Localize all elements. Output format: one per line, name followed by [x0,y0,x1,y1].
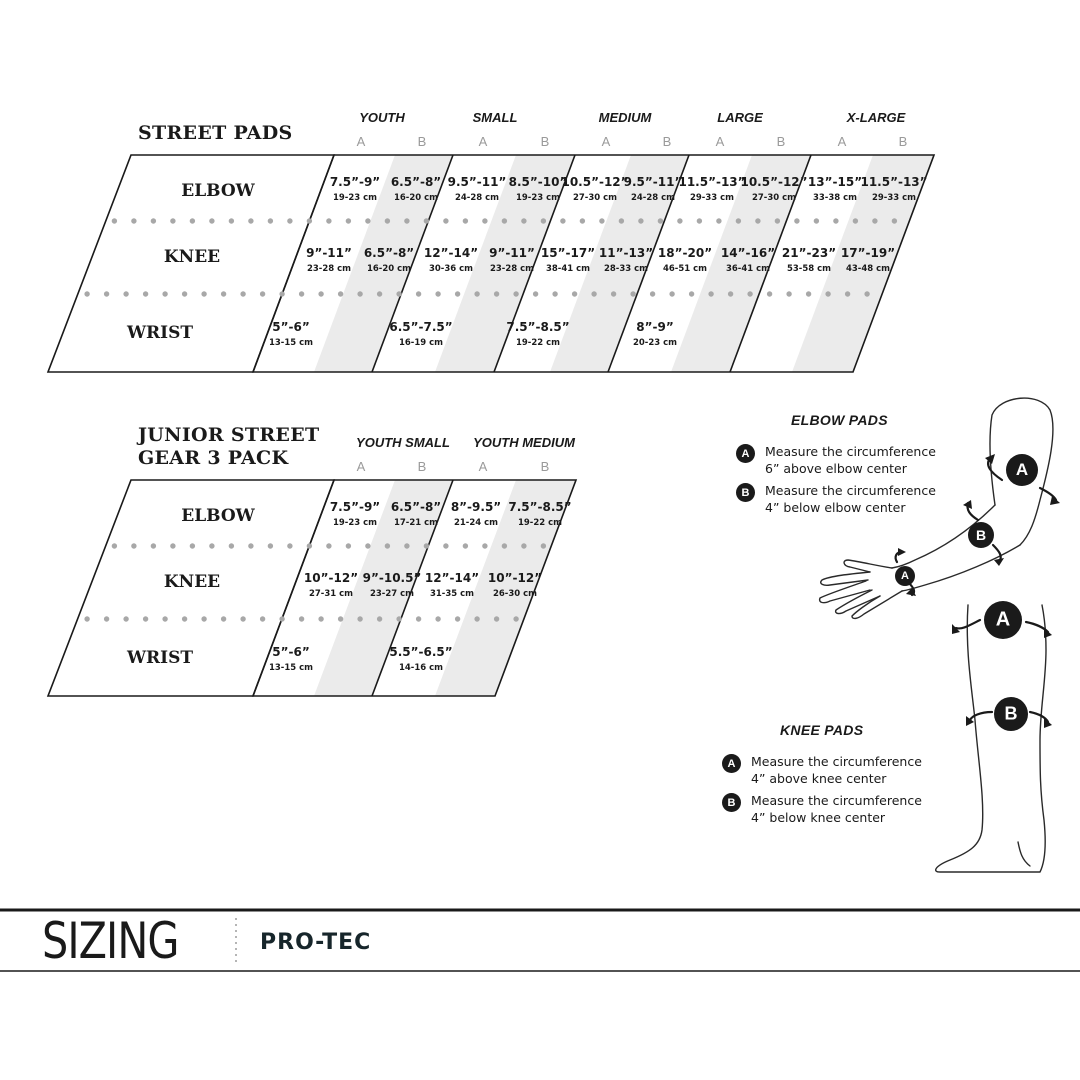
divider-dot [786,291,791,296]
divider-dot [357,291,362,296]
divider-dot [365,543,370,548]
junior-row-label-elbow: ELBOW [181,506,255,526]
divider-dot [404,218,409,223]
divider-dot [162,616,167,621]
divider-dot [307,543,312,548]
divider-dot [84,616,89,621]
divider-dot [767,291,772,296]
divider-dot [482,218,487,223]
divider-dot [424,543,429,548]
divider-dot [318,616,323,621]
divider-dot [560,218,565,223]
junior-cell-wrist-ym: 5.5”-6.5” 14-16 cm [389,645,453,673]
cell-knee-youth-b: 6.5”-8” 16-20 cm [363,246,415,274]
divider-dot [814,218,819,223]
divider-dot [123,291,128,296]
leg-badge-a: A [995,608,1011,631]
junior-cell-knee-ym-b: 10”-12” 26-30 cm [487,571,543,599]
divider-dot [182,291,187,296]
divider-dot [455,291,460,296]
divider-dot [229,543,234,548]
divider-dot [736,218,741,223]
divider-dot [872,218,877,223]
divider-dot [279,291,284,296]
divider-dot [794,218,799,223]
divider-dot [677,218,682,223]
cell-knee-small-a: 12”-14” 30-36 cm [423,246,479,274]
divider-dot [728,291,733,296]
divider-dot [170,543,175,548]
divider-dot [580,218,585,223]
knee-guide-item-a: A Measure the circumference 4” above knee center [722,753,922,787]
cell-knee-medium-a: 15”-17” 38-41 cm [540,246,596,274]
divider-dot [825,291,830,296]
footer-sizing-title: SIZING [42,912,179,970]
junior-cell-elbow-ys-b: 6.5”-8” 17-21 cm [390,500,442,528]
divider-dot [572,291,577,296]
divider-dot [104,616,109,621]
size-youth-small: YOUTH SMALL [356,435,450,450]
divider-dot [494,291,499,296]
divider-dot [260,291,265,296]
divider-dot [287,543,292,548]
divider-dot [521,543,526,548]
col-b: B [417,459,427,474]
divider-dot [131,543,136,548]
divider-dot [112,543,117,548]
divider-dot [190,543,195,548]
cell-wrist-medium: 7.5”-8.5” 19-22 cm [506,320,570,348]
cell-knee-youth-a: 9”-11” 23-28 cm [306,246,352,274]
divider-dot [845,291,850,296]
elbow-guide-item-b: B Measure the circumference 4” below elbow center [736,482,936,516]
cell-knee-small-b: 9”-11” 23-28 cm [489,246,535,274]
junior-row-label-knee: KNEE [163,572,221,592]
divider-dot [326,543,331,548]
divider-dot [377,616,382,621]
divider-dot [474,291,479,296]
divider-dot [377,291,382,296]
divider-dot [201,291,206,296]
divider-dot [533,291,538,296]
junior-cell-elbow-ym-a: 8”-9.5” 21-24 cm [450,500,502,528]
badge-a: A [736,444,755,463]
size-small: SMALL [472,110,518,125]
divider-dot [201,616,206,621]
junior-title [138,424,319,470]
divider-dot [287,218,292,223]
size-x-large: X-LARGE [846,110,906,125]
col-a: A [356,134,366,149]
col-a: A [837,134,847,149]
divider-dot [747,291,752,296]
cell-elbow-medium-a: 10.5”-12” 27-30 cm [561,175,629,203]
divider-dot [416,291,421,296]
divider-dot [775,218,780,223]
divider-dot [619,218,624,223]
divider-dot [299,291,304,296]
row-label-elbow: ELBOW [181,181,255,201]
divider-dot [357,616,362,621]
col-b: B [540,134,550,149]
divider-dot [435,616,440,621]
col-b: B [417,134,427,149]
divider-dot [143,291,148,296]
junior-cell-knee-ys-a: 10”-12” 27-31 cm [303,571,359,599]
cell-elbow-large-b: 10.5”-12” 27-30 cm [740,175,808,203]
junior-cell-elbow-ys-a: 7.5”-9” 19-23 cm [329,500,381,528]
divider-dot [123,616,128,621]
divider-dot [84,291,89,296]
divider-dot [864,291,869,296]
divider-dot [221,291,226,296]
arm-badge-b: B [975,527,987,543]
divider-dot [190,218,195,223]
divider-dot [591,291,596,296]
divider-dot [833,218,838,223]
divider-dot [338,616,343,621]
divider-dot [697,218,702,223]
cell-elbow-medium-b: 9.5”-11” 24-28 cm [623,175,683,203]
divider-dot [209,218,214,223]
divider-dot [248,218,253,223]
divider-dot [463,543,468,548]
divider-dot [338,291,343,296]
divider-dot [689,291,694,296]
divider-dot [365,218,370,223]
divider-dot [104,291,109,296]
divider-dot [521,218,526,223]
divider-dot [209,543,214,548]
divider-dot [435,291,440,296]
cell-elbow-xlarge-a: 13”-15” 33-38 cm [807,175,863,203]
knee-guide-title: KNEE PADS [780,722,864,738]
cell-elbow-small-a: 9.5”-11” 24-28 cm [447,175,507,203]
divider-dot [502,218,507,223]
divider-dot [552,291,557,296]
divider-dot [638,218,643,223]
divider-dot [716,218,721,223]
arm-badge-a-upper: A [1015,460,1029,479]
elbow-guide-item-a: A Measure the circumference 6” above elbow center [736,443,936,477]
row-label-knee: KNEE [163,247,221,267]
cell-knee-xlarge-a: 21”-23” 53-58 cm [781,246,837,274]
divider-dot [650,291,655,296]
divider-dot [143,616,148,621]
divider-dot [240,616,245,621]
col-a: A [478,459,488,474]
divider-dot [494,616,499,621]
col-a: A [601,134,611,149]
divider-dot [385,218,390,223]
divider-dot [151,218,156,223]
divider-dot [443,543,448,548]
junior-title-line1: JUNIOR STREET [138,424,320,446]
leg-badge-b: B [1004,703,1018,724]
divider-dot [229,218,234,223]
divider-dot [541,543,546,548]
size-youth-medium: YOUTH MEDIUM [473,435,575,450]
divider-dot [708,291,713,296]
size-youth: YOUTH [359,110,405,125]
badge-b: B [736,483,755,502]
divider-dot [170,218,175,223]
divider-dot [892,218,897,223]
divider-dot [658,218,663,223]
divider-dot [346,543,351,548]
divider-dot [279,616,284,621]
divider-dot [599,218,604,223]
divider-dot [513,616,518,621]
junior-cell-knee-ys-b: 9”-10.5” 23-27 cm [362,571,422,599]
divider-dot [299,616,304,621]
divider-dot [474,616,479,621]
divider-dot [221,616,226,621]
knee-guide-item-b: B Measure the circumference 4” below knee center [722,792,922,826]
cell-knee-xlarge-b: 17”-19” 43-48 cm [840,246,896,274]
divider-dot [260,616,265,621]
divider-dot [416,616,421,621]
col-a: A [715,134,725,149]
divider-dot [307,218,312,223]
cell-wrist-large: 8”-9” 20-23 cm [632,320,678,348]
badge-a: A [722,754,741,773]
divider-dot [455,616,460,621]
divider-dot [318,291,323,296]
divider-dot [755,218,760,223]
row-label-wrist: WRIST [126,323,194,343]
divider-dot [482,543,487,548]
divider-dot [396,616,401,621]
col-b: B [662,134,672,149]
cell-elbow-youth-a: 7.5”-9” 19-23 cm [329,175,381,203]
size-medium: MEDIUM [598,110,652,125]
cell-knee-large-a: 18”-20” 46-51 cm [657,246,713,274]
divider-dot [806,291,811,296]
divider-dot [162,291,167,296]
cell-knee-large-b: 14”-16” 36-41 cm [720,246,776,274]
junior-cell-wrist-ys: 5”-6” 13-15 cm [268,645,314,673]
badge-b: B [722,793,741,812]
cell-elbow-large-a: 11.5”-13” 29-33 cm [678,175,746,203]
cell-wrist-youth: 5”-6” 13-15 cm [268,320,314,348]
divider-dot [131,218,136,223]
divider-dot [404,543,409,548]
wrist-badge-a: A [901,570,909,582]
cell-elbow-youth-b: 6.5”-8” 16-20 cm [390,175,442,203]
junior-cell-elbow-ym-b: 7.5”-8.5” 19-22 cm [508,500,572,528]
divider-dot [513,291,518,296]
junior-row-label-wrist: WRIST [126,648,194,668]
leg-illustration [936,605,1046,872]
size-large: LARGE [717,110,763,125]
divider-dot [424,218,429,223]
elbow-guide-title: ELBOW PADS [791,412,888,428]
divider-dot [385,543,390,548]
divider-dot [669,291,674,296]
col-b: B [776,134,786,149]
divider-dot [326,218,331,223]
divider-dot [611,291,616,296]
junior-cell-knee-ym-a: 12”-14” 31-35 cm [424,571,480,599]
divider-dot [541,218,546,223]
divider-dot [396,291,401,296]
cell-elbow-small-b: 8.5”-10” 19-23 cm [508,175,568,203]
brand-logo: PRO-TEC [260,930,372,955]
cell-knee-medium-b: 11”-13” 28-33 cm [598,246,654,274]
divider-dot [182,616,187,621]
street-pads-title: STREET PADS [138,122,293,144]
divider-dot [151,543,156,548]
divider-dot [443,218,448,223]
col-b: B [540,459,550,474]
divider-dot [630,291,635,296]
col-a: A [478,134,488,149]
divider-dot [346,218,351,223]
divider-dot [853,218,858,223]
divider-dot [112,218,117,223]
divider-dot [502,543,507,548]
divider-dot [463,218,468,223]
divider-dot [240,291,245,296]
junior-title-line2: GEAR 3 PACK [138,447,289,469]
cell-wrist-small: 6.5”-7.5” 16-19 cm [389,320,453,348]
divider-dot [268,543,273,548]
col-b: B [898,134,908,149]
divider-dot [268,218,273,223]
cell-elbow-xlarge-b: 11.5”-13” 29-33 cm [860,175,928,203]
divider-dot [248,543,253,548]
col-a: A [356,459,366,474]
